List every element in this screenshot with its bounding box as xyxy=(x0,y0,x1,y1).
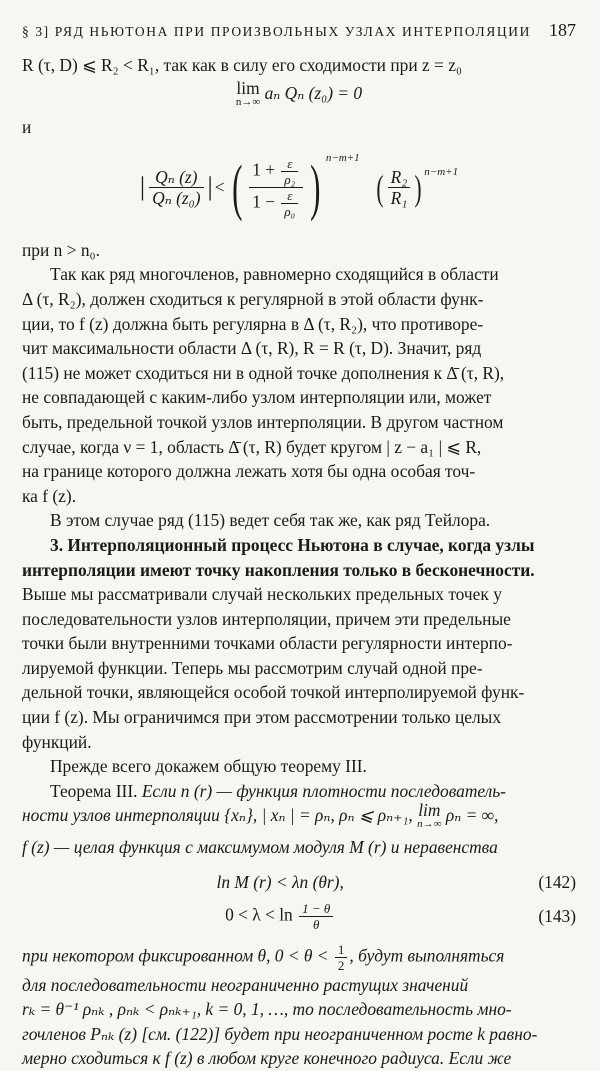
theorem-line: rₖ = θ⁻¹ ρₙₖ , ρₙₖ < ρₙₖ₊₁, k = 0, 1, …, то последовательность мно- xyxy=(22,999,512,1020)
paragraph-line: дельной точки, являющейся особой точкой интерполируемой функ- xyxy=(22,682,525,703)
page-number: 187 xyxy=(549,20,576,40)
page-header xyxy=(22,18,576,45)
running-head: § 3] РЯД НЬЮТОНА ПРИ ПРОИЗВОЛЬНЫХ УЗЛАХ ИНТЕРПОЛЯЦИИ xyxy=(22,24,531,39)
paragraph-line: последовательности узлов интерполяции, причем эти предельные xyxy=(22,608,511,629)
text-line: при n > n₀. xyxy=(22,239,100,260)
paragraph-line: точки были внутренними точками области регулярности интерпо- xyxy=(22,633,513,654)
theorem-line: для последовательности неограниченно растущих значений xyxy=(22,974,469,995)
paragraph-line: В этом случае ряд (115) ведет себя так же, как ряд Тейлора. xyxy=(50,510,491,531)
section-heading: 3. Интерполяционный процесс Ньютона в случае, когда узлы xyxy=(50,534,535,555)
paragraph-line: (115) не может сходиться ни в одной точке дополнения к Δ̄ (τ, R), xyxy=(22,362,505,383)
paragraph-line: Выше мы рассматривали случай нескольких предельных точек у xyxy=(22,584,502,605)
paragraph-line: лируемой функции. Теперь мы рассмотрим случай одной пре- xyxy=(22,657,483,678)
theorem-line: гочленов Pₙₖ (z) [см. (122)] будет при неограниченном росте k равно- xyxy=(22,1023,538,1044)
paragraph-line: ции, то f (z) должна быть регулярна в Δ (τ, R₂), что противоре- xyxy=(22,313,484,334)
paragraph-line: Δ (τ, R₂), должен сходиться к регулярной в этой области функ- xyxy=(22,288,484,309)
limit-operator: lim n→∞ xyxy=(235,78,261,109)
section-heading: интерполяции имеют точку накопления только в бесконечности. xyxy=(22,559,535,580)
conjunction: и xyxy=(22,117,32,138)
paragraph-line: ка f (z). xyxy=(22,485,77,506)
text-line: R (τ, D) ⩽ R₂ < R₁, так как в силу его сходимости при z = z₀ xyxy=(22,54,462,75)
paragraph-line: на границе которого должна лежать хотя бы одна особая точ- xyxy=(22,461,476,482)
inequality-formula: | $\frac{\text{Qₙ (z)}}{\text{Qₙ (z₀)}}$ | < ( 1 + $\frac{\varepsilon}{\text{ρ₂}}$ 1 − $\frac{\varepsilon}{\text{ρ₀}}$ ) n−m+1 ( $\frac{\text{R₂}}{\text{R₁}}$ ) n−m+1 xyxy=(139,151,459,222)
paragraph-line: Так как ряд многочленов, равномерно сходящийся в области xyxy=(50,264,499,285)
paragraph-line: функций. xyxy=(22,731,92,752)
theorem-line: f (z) — целая функция с максимумом модуля M (r) и неравенства xyxy=(22,837,498,858)
paragraph-line: Прежде всего докажем общую теорему III. xyxy=(50,756,367,777)
theorem-line: мерно сходиться к f (z) в любом круге конечного радиуса. Если же xyxy=(22,1048,512,1069)
theorem-line: Теорема III. Если n (r) — функция плотности последователь- xyxy=(50,780,506,801)
ratio-fraction: $\frac{\text{Qₙ (z)}}{\text{Qₙ (z₀)}}$ xyxy=(149,167,203,208)
paragraph-line: быть, предельной точкой узлов интерполяции. В другом частном xyxy=(22,411,504,432)
equation-142: ln M (r) < λn (θr), (142) xyxy=(216,872,576,893)
limit-formula: lim n→∞ aₙ Qₙ (z₀) = 0 xyxy=(235,78,363,109)
paragraph-line: не совпадающей с каким-либо узлом интерполяции или, может xyxy=(22,387,492,408)
paragraph-line: случае, когда ν = 1, область Δ̄ (τ, R) будет кругом | z − a₁ | ⩽ R, xyxy=(22,436,482,457)
paragraph-line: ции f (z). Мы ограничимся при этом рассмотрении только целых xyxy=(22,707,502,728)
bracket-fraction: 1 + $\frac{\varepsilon}{\text{ρ₂}}$ 1 − $\frac{\varepsilon}{\text{ρ₀}}$ xyxy=(249,156,303,219)
paragraph-line: чит максимальности области Δ (τ, R), R = R (τ, D). Значит, ряд xyxy=(22,338,482,359)
radius-fraction: $\frac{\text{R₂}}{\text{R₁}}$ xyxy=(388,167,411,208)
theorem-line: ности узлов интерполяции {xₙ}, | xₙ | = ρₙ, ρₙ ⩽ ρₙ₊₁, lim n→∞ ρₙ = ∞, xyxy=(22,800,499,831)
theorem-line: при некотором фиксированном θ, 0 < θ < $\frac{1}{2}$ , будут выполняться xyxy=(22,941,505,973)
equation-143: 0 < λ < ln $\frac{1 - \theta}{\theta}$ (143) xyxy=(225,900,576,932)
